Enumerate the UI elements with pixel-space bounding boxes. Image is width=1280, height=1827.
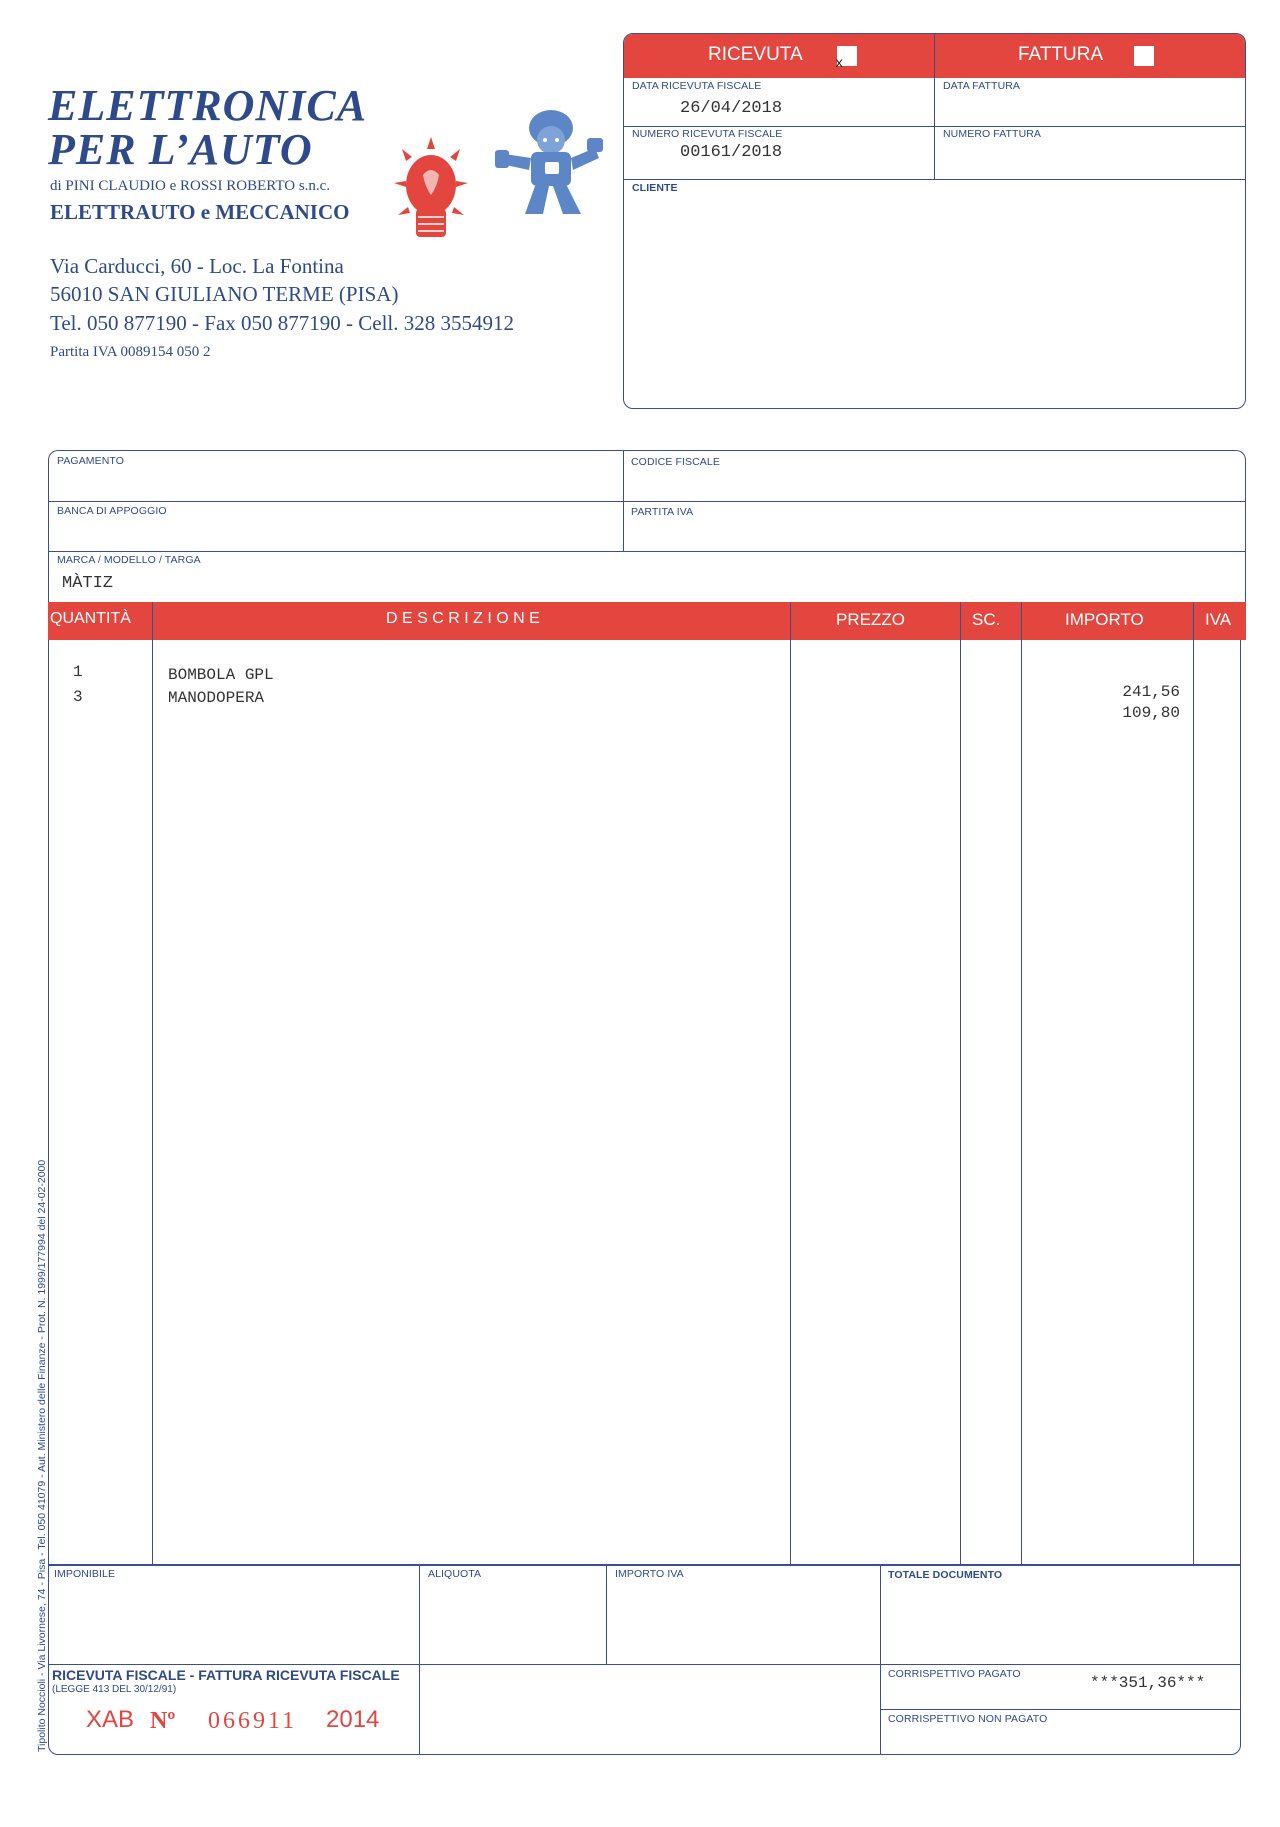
company-address-line2: 56010 SAN GIULIANO TERME (PISA) xyxy=(50,282,399,306)
invoice-date-label: DATA FATTURA xyxy=(943,80,1021,92)
form-number-prefix: Nº xyxy=(150,1708,176,1734)
form-series: XAB xyxy=(86,1706,135,1733)
col-divider-price xyxy=(960,602,961,1565)
row-description: BOMBOLA GPL xyxy=(168,666,274,684)
company-owners: di PINI CLAUDIO e ROSSI ROBERTO s.n.c. xyxy=(50,178,331,194)
col-divider-qty xyxy=(152,602,153,1565)
company-name-line2: PER L’AUTO xyxy=(48,125,313,174)
table-header-qty: QUANTITÀ xyxy=(50,610,131,627)
taxable-label: IMPONIBILE xyxy=(54,1568,116,1580)
vehicle-value: MÀTIZ xyxy=(62,574,114,593)
receipt-check-mark: x xyxy=(835,56,844,72)
paid-value: ***351,36*** xyxy=(1090,1674,1206,1692)
doc-type-divider xyxy=(934,34,935,180)
col-divider-desc xyxy=(790,602,791,1565)
doc-fields-row-line2 xyxy=(624,179,1245,180)
table-header-discount: SC. xyxy=(972,610,1001,629)
form-title: RICEVUTA FISCALE - FATTURA RICEVUTA FISCALE xyxy=(52,1667,400,1683)
paid-row-line xyxy=(881,1709,1240,1710)
total-document-label: TOTALE DOCUMENTO xyxy=(888,1569,1003,1581)
row-qty: 1 xyxy=(73,663,83,681)
printer-note: Tipolito Noccioli - Via Livornese, 74 - Pisa - Tel. 050 41079 - Aut. Ministero delle Finanze - Prot. N. 1999/177994 del 24-02-2000 xyxy=(36,1159,48,1752)
vat-amount-label: IMPORTO IVA xyxy=(615,1568,684,1580)
invoice-label: FATTURA xyxy=(1018,44,1104,65)
totals-divider-footer xyxy=(419,1664,420,1755)
col-divider-discount xyxy=(1021,602,1022,1565)
info-row-line2 xyxy=(49,551,1245,552)
company-contacts: Tel. 050 877190 - Fax 050 877190 - Cell. 328 3554912 xyxy=(50,311,514,335)
row-amount: 109,80 xyxy=(1122,704,1180,722)
bank-label: BANCA DI APPOGGIO xyxy=(57,505,167,517)
client-label: CLIENTE xyxy=(632,182,678,194)
form-number: 066911 xyxy=(208,1708,298,1734)
form-law: (LEGGE 413 DEL 30/12/91) xyxy=(52,1684,177,1695)
company-address-line1: Via Carducci, 60 - Loc. La Fontina xyxy=(50,254,344,278)
table-header-description: D E S C R I Z I O N E xyxy=(386,610,540,627)
table-header-amount: IMPORTO xyxy=(1065,610,1144,629)
totals-divider3 xyxy=(880,1565,881,1755)
table-header-price: PREZZO xyxy=(836,610,905,629)
receipt-label: RICEVUTA xyxy=(708,44,803,65)
form-year: 2014 xyxy=(326,1706,380,1733)
receipt-date-value: 26/04/2018 xyxy=(680,99,783,118)
mechanic-logo-icon xyxy=(495,106,603,218)
totals-divider1 xyxy=(419,1565,420,1664)
info-box xyxy=(48,450,1246,603)
rate-label: ALIQUOTA xyxy=(428,1568,482,1580)
invoice-number-label: NUMERO FATTURA xyxy=(943,128,1042,140)
tax-code-label: CODICE FISCALE xyxy=(631,456,720,468)
paid-label: CORRISPETTIVO PAGATO xyxy=(888,1668,1021,1680)
receipt-number-value: 00161/2018 xyxy=(680,143,783,162)
payment-label: PAGAMENTO xyxy=(57,455,125,467)
row-amount: 241,56 xyxy=(1122,683,1180,701)
vehicle-label: MARCA / MODELLO / TARGA xyxy=(57,554,201,566)
receipt-date-label: DATA RICEVUTA FISCALE xyxy=(632,80,762,92)
row-description: MANODOPERA xyxy=(168,689,265,707)
table-header-vat: IVA xyxy=(1205,610,1232,629)
company-vat: Partita IVA 0089154 050 2 xyxy=(50,344,211,360)
totals-divider2 xyxy=(606,1565,607,1664)
doc-fields-row-line1 xyxy=(624,126,1245,127)
receipt-number-label: NUMERO RICEVUTA FISCALE xyxy=(632,128,783,140)
info-row-line1 xyxy=(49,501,1245,502)
company-name-line1: ELETTRONICA xyxy=(48,81,368,130)
totals-row-line xyxy=(49,1664,1240,1665)
invoice-checkbox[interactable] xyxy=(1134,46,1154,66)
unpaid-label: CORRISPETTIVO NON PAGATO xyxy=(888,1713,1048,1725)
items-table-body xyxy=(48,640,1241,1565)
row-qty: 3 xyxy=(73,688,83,706)
col-divider-amount xyxy=(1193,602,1194,1565)
company-type: ELETTRAUTO e MECCANICO xyxy=(50,200,350,224)
vat-number-label: PARTITA IVA xyxy=(631,506,694,518)
lightbulb-logo-icon xyxy=(392,135,470,247)
